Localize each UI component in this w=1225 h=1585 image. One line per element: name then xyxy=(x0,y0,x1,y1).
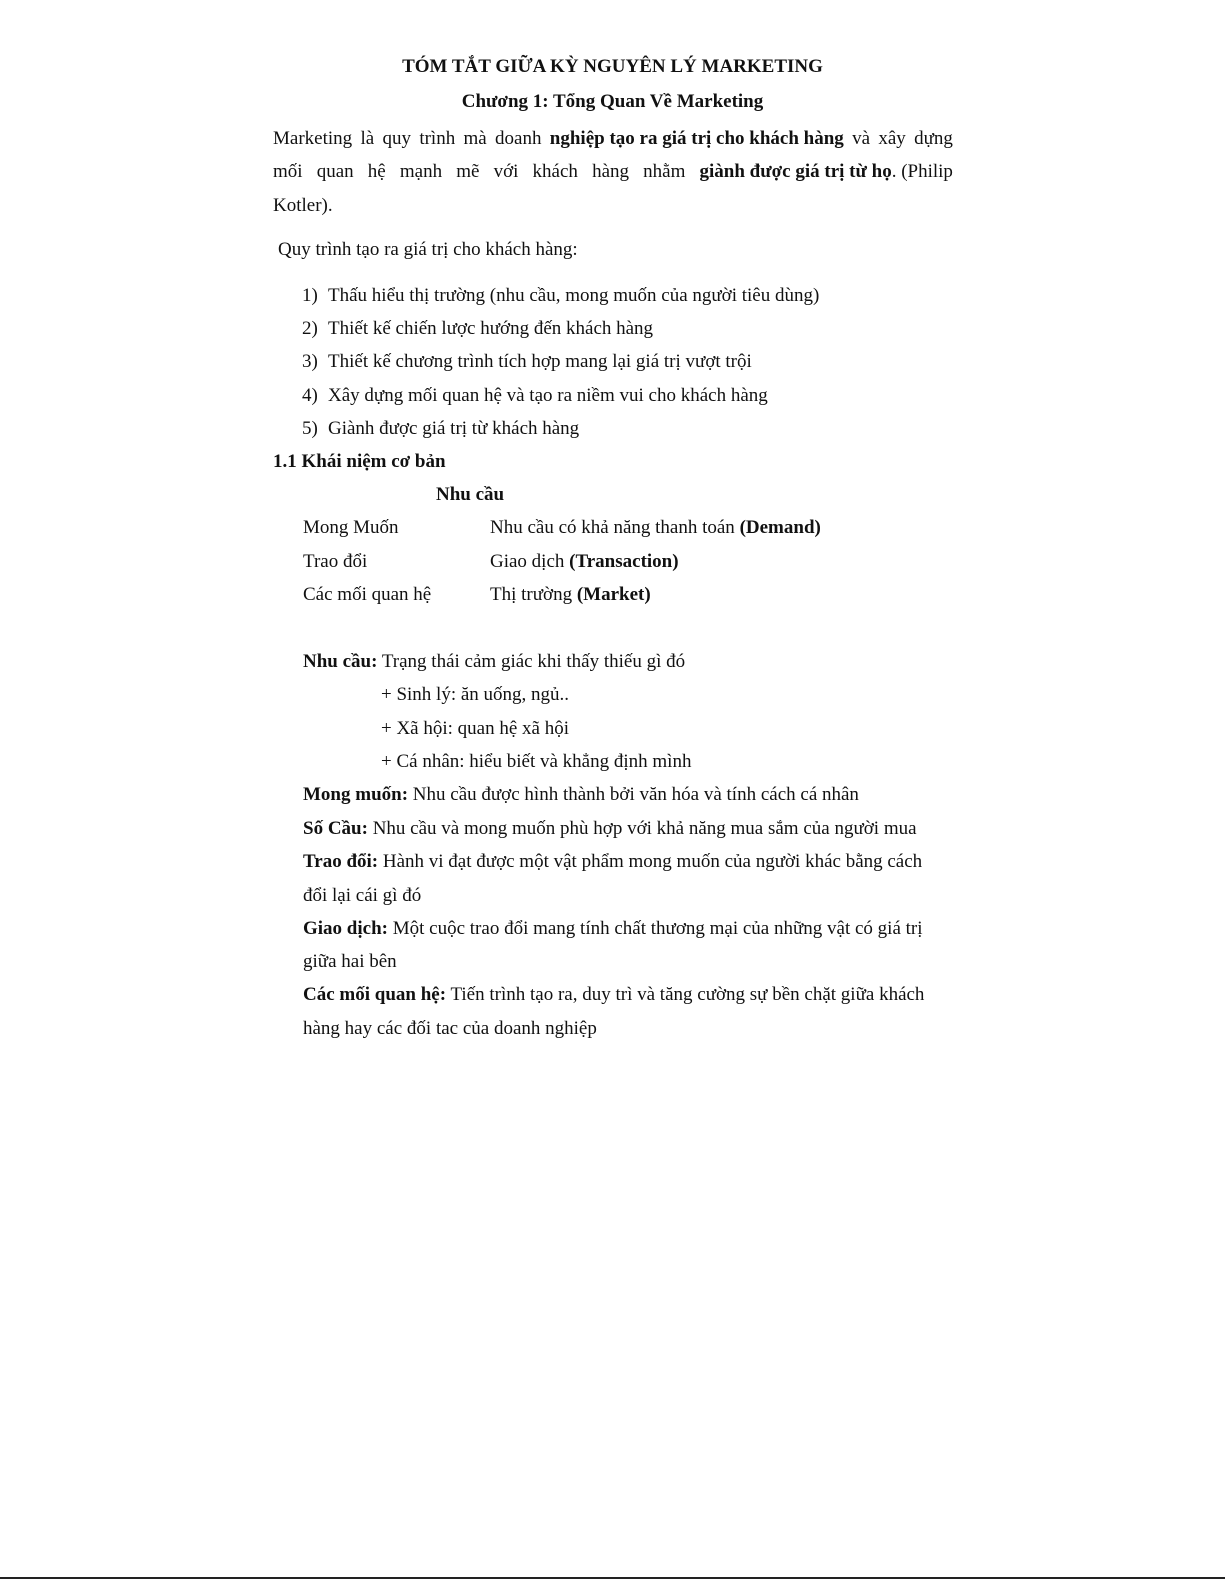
definition-sub-item: + Sinh lý: ăn uống, ngủ.. xyxy=(381,684,570,705)
definition-quan-he: Các mối quan hệ: Tiến trình tạo ra, duy trì và tăng cường sự bền chặt giữa khách xyxy=(303,984,925,1005)
process-item: 3) xyxy=(302,351,318,372)
definition-giao-dich-cont: giữa hai bên xyxy=(303,951,397,972)
process-item: 5) xyxy=(302,418,318,439)
definition-giao-dich: Giao dịch: Một cuộc trao đổi mang tính chất thương mại của những vật có giá trị xyxy=(303,918,923,939)
process-item-text: Thiết kế chiến lược hướng đến khách hàng xyxy=(328,318,654,339)
intro-line-3: Kotler). xyxy=(273,195,333,216)
definition-quan-he-cont: hàng hay các đối tac của doanh nghiệp xyxy=(303,1018,597,1039)
page-bottom-border xyxy=(0,1577,1225,1579)
concept-row-left: Các mối quan hệ xyxy=(303,584,432,605)
chapter-heading: Chương 1: Tổng Quan Về Marketing xyxy=(461,91,764,112)
intro-emphasis-1: nghiệp tạo ra giá trị cho khách hàng xyxy=(549,128,844,149)
definition-mong-muon: Mong muốn: Nhu cầu được hình thành bởi văn hóa và tính cách cá nhân xyxy=(303,784,859,805)
document-title: TÓM TẮT GIỮA KỲ NGUYÊN LÝ MARKETING xyxy=(402,56,823,77)
process-item-text: Giành được giá trị từ khách hàng xyxy=(328,418,580,439)
intro-line-2: mối quan hệ mạnh mẽ với khách hàng nhằm giành được giá trị từ họ. (Philip xyxy=(273,161,953,182)
process-item: 2) xyxy=(302,318,318,339)
concept-row-right: Nhu cầu có khả năng thanh toán (Demand) xyxy=(490,517,821,538)
process-item-text: Xây dựng mối quan hệ và tạo ra niềm vui cho khách hàng xyxy=(328,385,768,406)
definition-sub-item: + Cá nhân: hiểu biết và khẳng định mình xyxy=(381,751,692,772)
process-item-text: Thấu hiểu thị trường (nhu cầu, mong muốn của người tiêu dùng) xyxy=(328,285,820,306)
process-item: 4) xyxy=(302,385,318,406)
concept-row-right: Thị trường (Market) xyxy=(490,584,651,605)
concept-row-left: Mong Muốn xyxy=(303,517,399,538)
definition-so-cau: Số Cầu: Nhu cầu và mong muốn phù hợp với khả năng mua sắm của người mua xyxy=(303,818,917,839)
definition-trao-doi: Trao đổi: Hành vi đạt được một vật phẩm mong muốn của người khác bằng cách xyxy=(303,851,923,872)
definition-trao-doi-cont: đổi lại cái gì đó xyxy=(303,885,422,906)
definition-sub-item: + Xã hội: quan hệ xã hội xyxy=(381,718,570,739)
process-item-text: Thiết kế chương trình tích hợp mang lại giá trị vượt trội xyxy=(328,351,752,372)
intro-emphasis-2: giành được giá trị từ họ xyxy=(699,161,892,182)
intro-line-1: Marketing là quy trình mà doanh nghiệp tạo ra giá trị cho khách hàng và xây dựng xyxy=(273,128,953,149)
process-item: 1) xyxy=(302,285,318,306)
section-heading: 1.1 Khái niệm cơ bản xyxy=(273,451,446,472)
concept-row-right: Giao dịch (Transaction) xyxy=(490,551,679,572)
definition-nhu-cau: Nhu cầu: Trạng thái cảm giác khi thấy thiếu gì đó xyxy=(303,651,686,672)
concept-row-left: Trao đổi xyxy=(303,551,368,572)
concept-table-header: Nhu cầu xyxy=(436,484,505,505)
process-heading: Quy trình tạo ra giá trị cho khách hàng: xyxy=(278,239,578,260)
